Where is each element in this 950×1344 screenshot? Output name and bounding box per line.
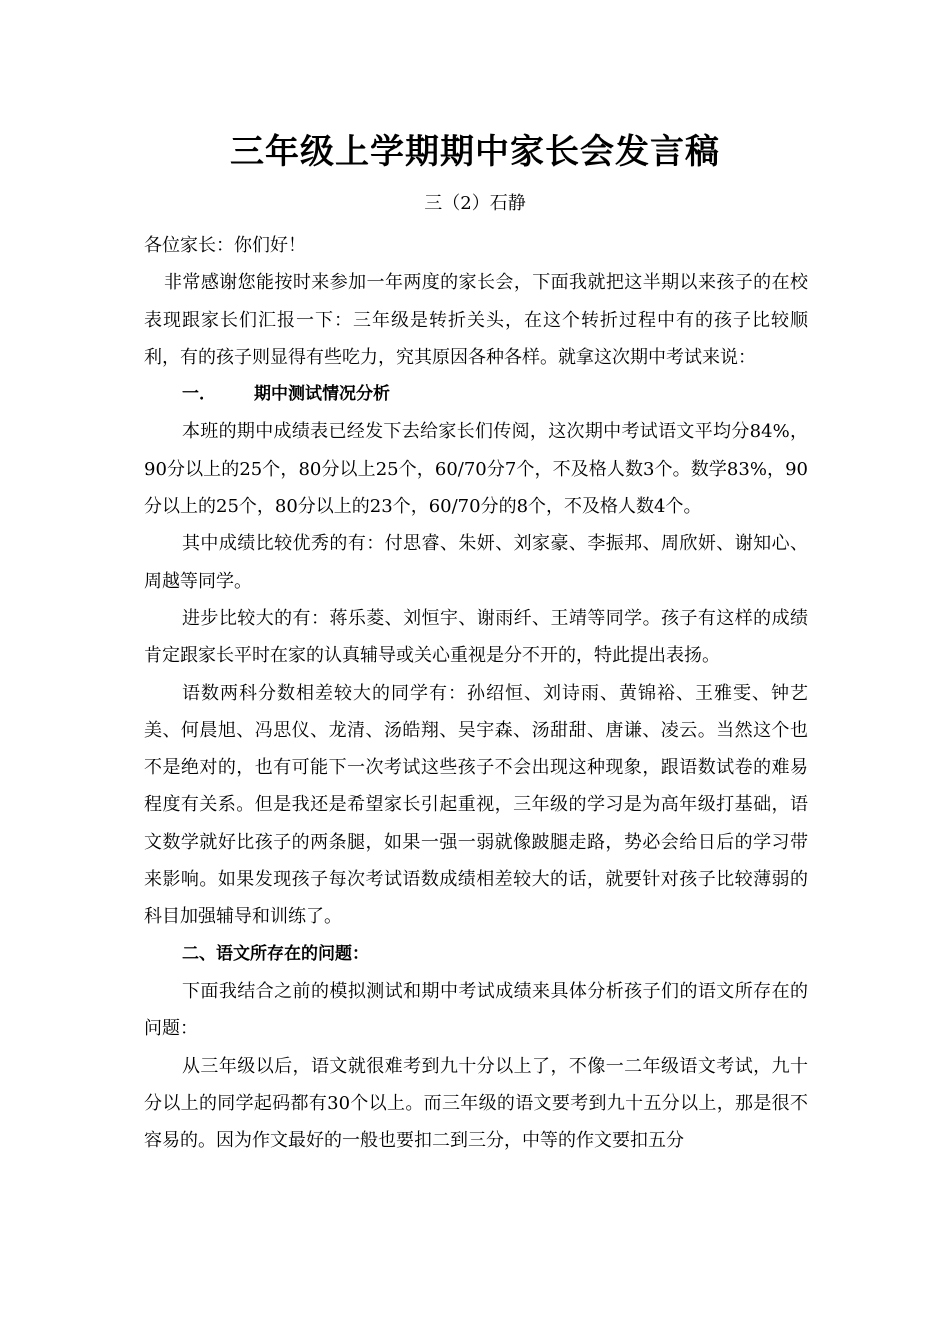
section-1-paragraph: 其中成绩比较优秀的有：付思睿、朱妍、刘家豪、李振邦、周欣妍、谢知心、周越等同学。: [144, 533, 808, 592]
salutation: 各位家长：你们好！: [144, 235, 306, 256]
document-body: [144, 227, 808, 1159]
document-title: 三年级上学期期中家长会发言稿: [230, 132, 720, 172]
section-2-paragraph: 下面我结合之前的模拟测试和期中考试成绩来具体分析孩子们的语文所存在的问题：: [144, 980, 808, 1040]
section-2-paragraph: 从三年级以后，语文就很难考到九十分以上了，不像一二年级语文考试，九十分以上的同学起码都有30个以上。而三年级的语文要考到九十五分以上，那是很不容易的。因为作文最好的一般也要扣二到三分，中等的作文要扣五分: [144, 1055, 808, 1152]
section-1-paragraph: 本班的期中成绩表已经发下去给家长们传阅，这次期中考试语文平均分84%，90分以上的25个，80分以上25个，60/70分7个，不及格人数3个。数学83%，90分以上的25个，80分以上的23个，60/70分的8个，不及格人数4个。: [144, 421, 808, 518]
document-author: 三（2）石静: [424, 193, 526, 214]
section-1-paragraph: 语数两科分数相差较大的同学有：孙绍恒、刘诗雨、黄锦裕、王雅雯、钟艺美、何晨旭、冯思仪、龙清、汤皓翔、吴宇森、汤甜甜、唐谦、凌云。当然这个也不是绝对的，也有可能下一次考试这些孩子不会出现这种现象，跟语数试卷的难易程度有关系。但是我还是希望家长引起重视，三年级的学习是为高年级打基础，语文数学就好比孩子的两条腿，如果一强一弱就像跛腿走路，势必会给日后的学习带来影响。如果发现孩子每次考试语数成绩相差较大的话，就要针对孩子比较薄弱的科目加强辅导和训练了。: [144, 682, 808, 928]
section-2-heading: 二、语文所存在的问题：: [182, 943, 369, 964]
section-1-paragraph: 进步比较大的有：蒋乐菱、刘恒宇、谢雨纤、王靖等同学。孩子有这样的成绩肯定跟家长平时在家的认真辅导或关心重视是分不开的，特此提出表扬。: [144, 607, 808, 667]
section-1-heading: [144, 376, 808, 413]
intro-paragraph: 非常感谢您能按时来参加一年两度的家长会，下面我就把这半期以来孩子的在校表现跟家长们汇报一下：三年级是转折关头，在这个转折过程中有的孩子比较顺利，有的孩子则显得有些吃力，究其原因各种各样。就拿这次期中考试来说：: [144, 272, 808, 368]
section-1-title: 期中测试情况分析: [254, 384, 390, 405]
section-1-number: 一．: [182, 384, 216, 405]
